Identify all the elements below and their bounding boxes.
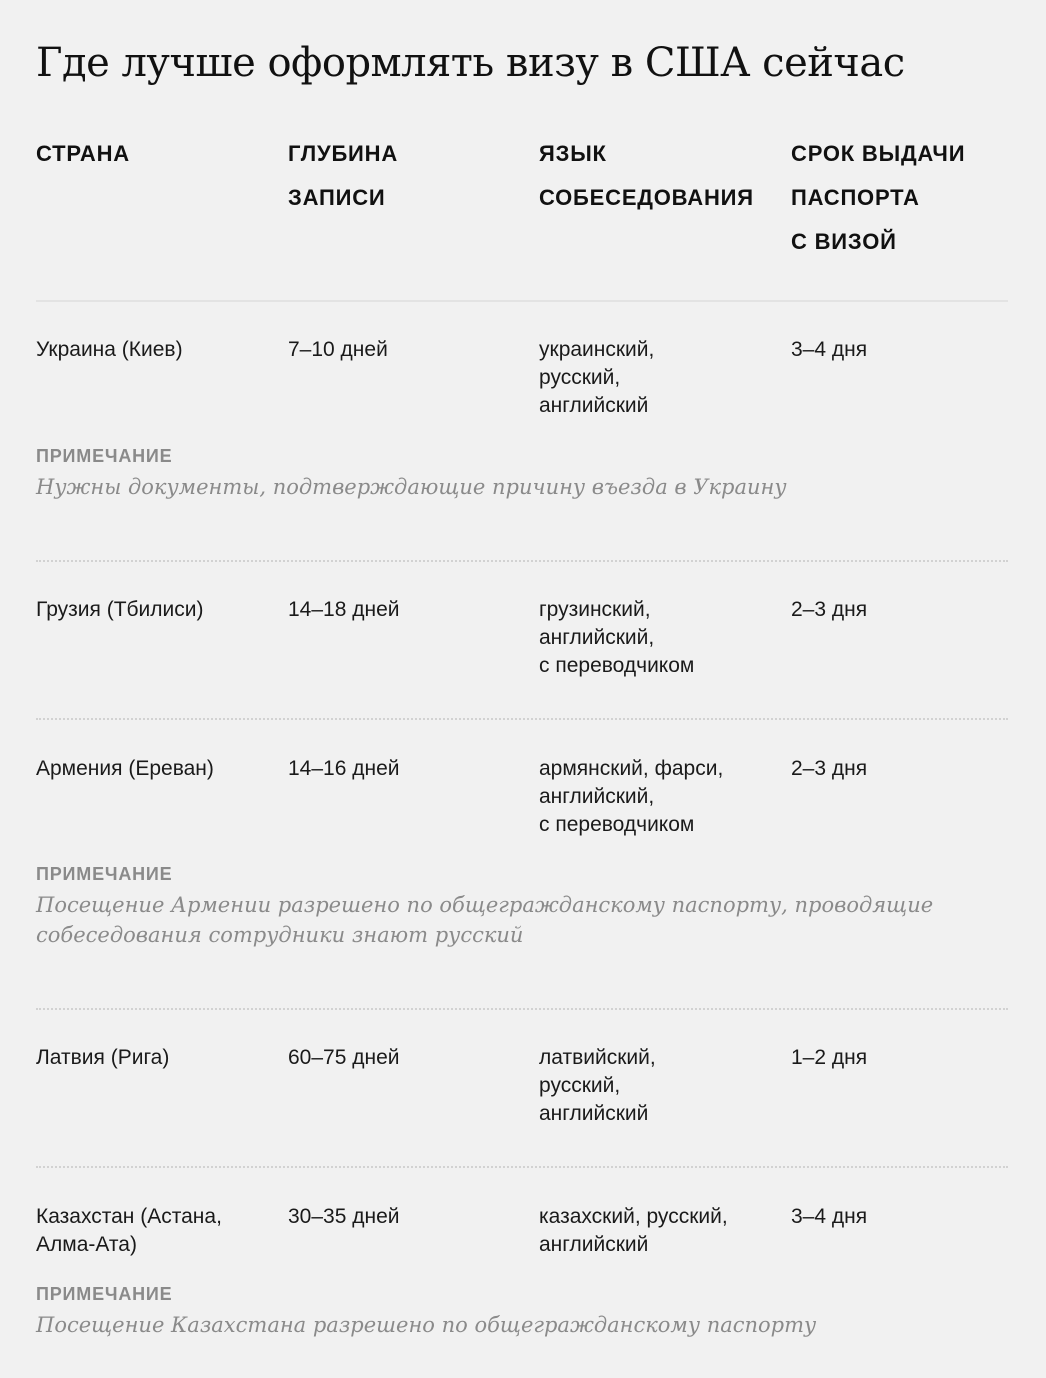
- cell-term: 2–3 дня: [791, 598, 868, 621]
- cell-depth: 7–10 дней: [288, 338, 388, 361]
- cell-country: Грузия (Тбилиси): [36, 598, 204, 621]
- column-header-country: СТРАНА: [36, 141, 130, 166]
- column-header-depth: ГЛУБИНА ЗАПИСИ: [288, 141, 399, 210]
- column-header-language: ЯЗЫК СОБЕСЕДОВАНИЯ: [539, 141, 754, 210]
- cell-depth: 14–18 дней: [288, 598, 400, 621]
- cell-language: украинский, русский, английский: [539, 338, 655, 417]
- cell-depth: 14–16 дней: [288, 757, 400, 780]
- note-armenia: [36, 862, 936, 950]
- cell-depth: 60–75 дней: [288, 1046, 400, 1069]
- cell-country: Армения (Ереван): [36, 757, 214, 780]
- cell-term: 2–3 дня: [791, 757, 868, 780]
- table-header: [36, 132, 1008, 302]
- note-label: ПРИМЕЧАНИЕ: [36, 1284, 173, 1304]
- note-text: Посещение Казахстана разрешено по общегражданскому паспорту: [36, 1313, 817, 1337]
- cell-term: 1–2 дня: [791, 1046, 868, 1069]
- cell-term: 3–4 дня: [791, 1205, 868, 1228]
- note-text: Посещение Армении разрешено по общегражданскому паспорту, проводящие собеседования сотрудники знают русский: [36, 893, 934, 947]
- cell-term: 3–4 дня: [791, 338, 868, 361]
- cell-country: Украина (Киев): [36, 338, 183, 361]
- note-ukraine: [36, 444, 936, 502]
- row-divider: [36, 718, 1008, 720]
- cell-language: грузинский, английский, с переводчиком: [539, 598, 695, 677]
- cell-language: армянский, фарси, английский, с переводчиком: [539, 757, 724, 836]
- cell-country: Казахстан (Астана, Алма-Ата): [36, 1205, 222, 1256]
- cell-country: Латвия (Рига): [36, 1046, 170, 1069]
- row-divider: [36, 560, 1008, 562]
- cell-language: казахский, русский, английский: [539, 1205, 728, 1256]
- row-divider: [36, 1008, 1008, 1010]
- cell-language: латвийский, русский, английский: [539, 1046, 656, 1125]
- cell-depth: 30–35 дней: [288, 1205, 400, 1228]
- note-text: Нужны документы, подтверждающие причину въезда в Украину: [36, 475, 787, 499]
- note-label: ПРИМЕЧАНИЕ: [36, 864, 173, 884]
- column-header-term: СРОК ВЫДАЧИ ПАСПОРТА С ВИЗОЙ: [791, 141, 966, 254]
- page-title: Где лучше оформлять визу в США сейчас: [36, 40, 905, 86]
- note-label: ПРИМЕЧАНИЕ: [36, 446, 173, 466]
- note-kazakhstan: [36, 1282, 936, 1340]
- row-divider: [36, 1166, 1008, 1168]
